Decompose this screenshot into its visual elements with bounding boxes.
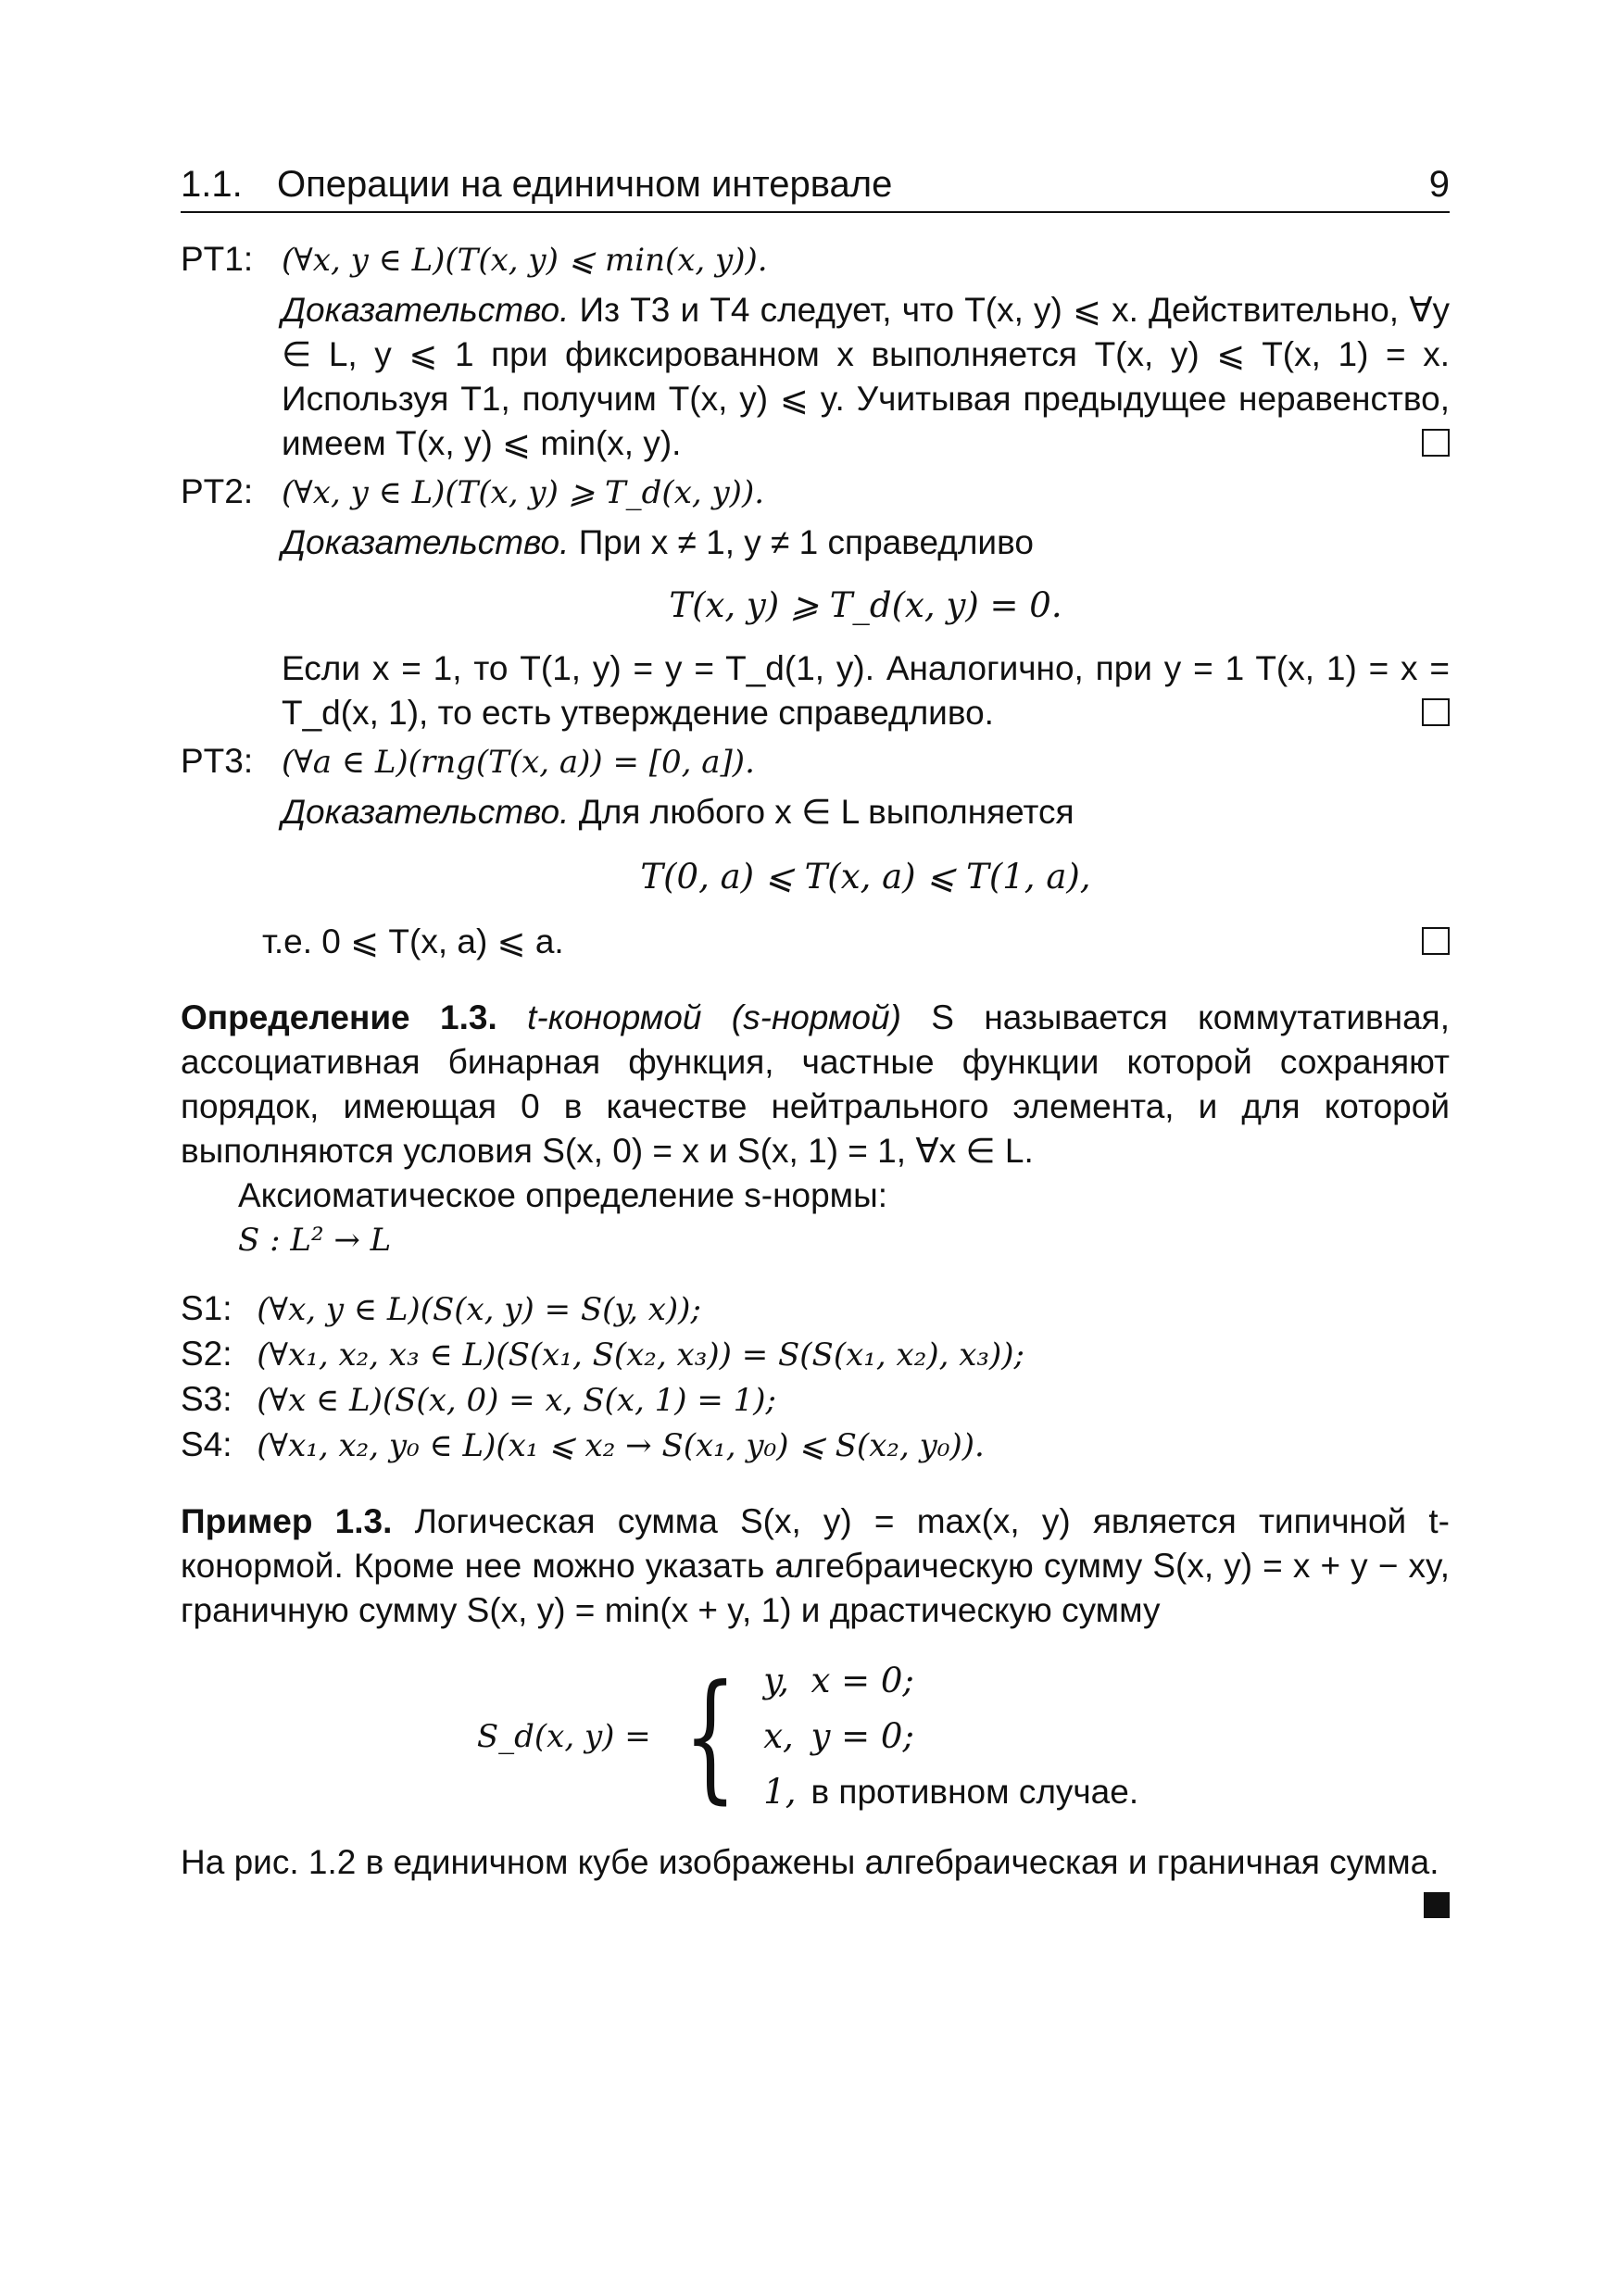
pt3-statement [181,739,1450,784]
pt1-proof [181,288,1450,466]
pt1-label: PT1: [181,240,254,278]
axiom-formula: (∀x₁, x₂, x₃ ∈ L)(S(x₁, S(x₂, x₃)) = S(S(x₁, x₂), x₃)); [257,1336,1024,1374]
case-value: x, [763,1716,794,1756]
definition-text: S называется коммутативная, ассоциативная бинарная функция, частные функции которой сохраняют порядок, имеющая 0 в качестве нейтрального элемента, и для которой выполняются условия S(x, 0) = x и S(x, 1) = 1, ∀x ∈ L. [181,998,1450,1170]
axiom-item [181,1377,1450,1423]
qed-box-icon [1422,927,1450,955]
pt2-display-formula: T(x, y) ⩾ T_d(x, y) = 0. [669,585,1062,625]
pt2-proof-intro-text: При x ≠ 1, y ≠ 1 справедливо [578,523,1034,561]
pt2-statement [181,470,1450,515]
axiom-formula: (∀x ∈ L)(S(x, 0) = x, S(x, 1) = 1); [257,1382,776,1419]
pt1-formula: (∀x, y ∈ L)(T(x, y) ⩽ min(x, y)). [282,242,768,279]
pt2-proof-intro [181,521,1450,565]
pt2-proof-rest-text: Если x = 1, то T(1, y) = y = T_d(1, y). Аналогично, при y = 1 T(x, 1) = x = T_d(x, 1), то есть утверждение справедливо. [282,649,1450,732]
cases-table [763,1653,1153,1820]
case-condition: в противном случае. [810,1773,1139,1811]
left-brace-icon: { [683,1656,737,1817]
axiom-formula: (∀x, y ∈ L)(S(x, y) = S(y, x)); [257,1291,701,1328]
pt3-proof-label: Доказательство. [282,793,570,831]
axiom-label: S4: [181,1425,232,1463]
cases-formula [181,1653,1450,1820]
example-text: Логическая сумма S(x, y) = max(x, y) является типичной t-конормой. Кроме нее можно указать алгебраическую сумму S(x, y) = x + y − xy, граничную сумму S(x, y) = min(x + y, 1) и драстическую сумму [181,1502,1451,1629]
pt2-proof-rest [181,646,1450,735]
pt3-proof-rest [181,920,1450,964]
end-of-example-icon [1424,1892,1450,1918]
case-row [763,1653,1153,1709]
axiom-formula: (∀x₁, x₂, y₀ ∈ L)(x₁ ⩽ x₂ → S(x₁, y₀) ⩽ S(x₂, y₀)). [257,1427,985,1464]
running-header [181,157,1450,213]
qed-box-icon [1422,429,1450,457]
case-value: 1, [763,1772,797,1812]
pt3-label: PT3: [181,742,254,780]
pt3-proof-intro [181,790,1450,834]
case-row [763,1764,1153,1820]
example-1-3 [181,1499,1450,1633]
pt1-proof-label: Доказательство. [282,291,570,329]
pt1-proof-text: Из T3 и T4 следует, что T(x, y) ⩽ x. Действительно, ∀y ∈ L, y ⩽ 1 при фиксированном x выполняется T(x, y) ⩽ T(x, 1) = x. Используя T1, получим T(x, y) ⩽ y. Учитывая предыдущее неравенство, имеем T(x, y) ⩽ min(x, y). [282,291,1451,462]
section-title: Операции на единичном интервале [277,164,893,205]
pt2-proof-label: Доказательство. [282,523,570,561]
definition-1-3 [181,996,1450,1173]
page-number: 9 [1428,164,1450,205]
section-number: 1.1. [181,164,243,205]
example-closing [181,1840,1450,1885]
axiom-label: S3: [181,1380,232,1418]
definition-label: Определение 1.3. [181,998,497,1036]
pt3-proof-rest-text: т.е. 0 ⩽ T(x, a) ⩽ a. [262,922,564,960]
page [181,157,1450,1918]
case-row [763,1709,1153,1764]
cases-lhs: S_d(x, y) = [476,1718,651,1755]
pt2-formula: (∀x, y ∈ L)(T(x, y) ⩾ T_d(x, y)). [282,474,765,511]
axiomatic-intro: Аксиоматическое определение s-нормы: [238,1176,887,1214]
example-closing-text: На рис. 1.2 в единичном кубе изображены алгебраическая и граничная сумма. [181,1843,1439,1881]
axiom-list [181,1286,1450,1468]
definition-term: t-конормой (s-нормой) [527,998,901,1036]
pt1-statement [181,237,1450,282]
case-condition: x = 0; [810,1661,914,1700]
axiom-item [181,1332,1450,1377]
pt3-display-formula: T(0, a) ⩽ T(x, a) ⩽ T(1, a), [640,857,1091,897]
axiom-label: S2: [181,1335,232,1373]
example-label: Пример 1.3. [181,1502,393,1540]
axiom-label: S1: [181,1289,232,1327]
qed-box-icon [1422,698,1450,726]
case-value: y, [763,1661,789,1700]
axiom-item [181,1423,1450,1468]
mapping-formula: S : L² → L [238,1222,392,1259]
axiom-item [181,1286,1450,1332]
pt3-formula: (∀a ∈ L)(rng(T(x, a)) = [0, a]). [282,744,755,781]
pt3-proof-intro-text: Для любого x ∈ L выполняется [578,793,1074,831]
case-condition: y = 0; [810,1716,914,1756]
pt2-label: PT2: [181,472,254,510]
